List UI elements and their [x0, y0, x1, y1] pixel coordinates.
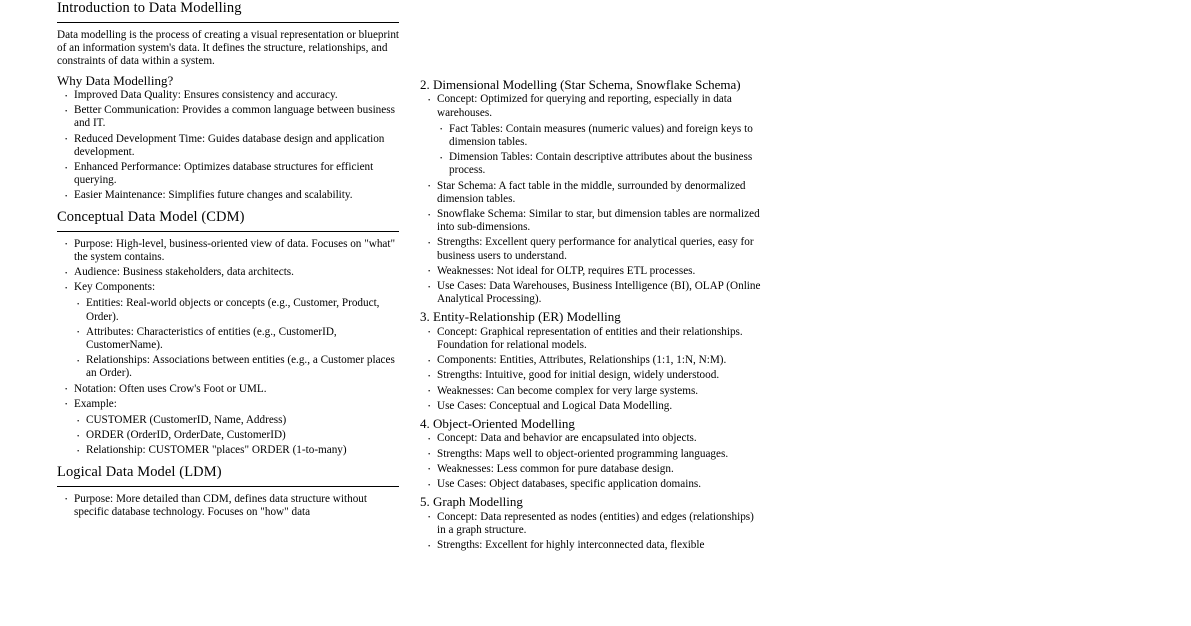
section-introduction [57, 0, 400, 203]
section-graph-modelling [420, 494, 763, 552]
list-item: · Weaknesses: Less common for pure database design. [426, 463, 763, 476]
list-item: · Use Cases: Conceptual and Logical Data Modelling. [426, 400, 763, 413]
section-object-oriented-modelling [420, 416, 763, 491]
er-list [420, 326, 763, 413]
dimensional-sub-list [420, 123, 763, 178]
list-item: · Audience: Business stakeholders, data architects. [63, 266, 400, 279]
list-item: · Fact Tables: Contain measures (numeric values) and foreign keys to dimension tables. [438, 123, 763, 149]
heading-cdm: Conceptual Data Model (CDM) [57, 208, 245, 225]
list-item: · Example: [63, 398, 400, 411]
cdm-list [57, 238, 400, 295]
list-item: · Use Cases: Object databases, specific application domains. [426, 478, 763, 491]
list-item: · Strengths: Excellent for highly interconnected data, flexible [426, 539, 763, 552]
cdm-example-list [57, 414, 400, 458]
list-item: · Strengths: Maps well to object-oriented programming languages. [426, 448, 763, 461]
section-cdm [57, 209, 400, 458]
list-item: · Components: Entities, Attributes, Relationships (1:1, 1:N, N:M). [426, 354, 763, 367]
intro-paragraph: Data modelling is the process of creating a visual representation or blueprint of an information system's data. It defines the structure, relationships, and constraints of data within a system. [57, 29, 400, 68]
list-item: · Relationship: CUSTOMER "places" ORDER (1-to-many) [75, 444, 400, 457]
list-item: · Purpose: More detailed than CDM, defines data structure without specific database technology. Focuses on "how" data [63, 493, 400, 519]
list-item: · Improved Data Quality: Ensures consistency and accuracy. [63, 89, 400, 102]
heading-er-modelling: 3. Entity-Relationship (ER) Modelling [420, 309, 621, 325]
list-item: · Concept: Optimized for querying and reporting, especially in data warehouses. [426, 93, 763, 119]
left-column [57, 0, 400, 626]
list-item: · Attributes: Characteristics of entities (e.g., CustomerID, CustomerName). [75, 326, 400, 352]
right-column [420, 0, 763, 626]
graph-list [420, 511, 763, 553]
list-item: · Purpose: High-level, business-oriented view of data. Focuses on "what" the system contains. [63, 238, 400, 264]
list-item: · Star Schema: A fact table in the middle, surrounded by denormalized dimension tables. [426, 180, 763, 206]
list-item: · Entities: Real-world objects or concepts (e.g., Customer, Product, Order). [75, 297, 400, 323]
list-item: · ORDER (OrderID, OrderDate, CustomerID) [75, 429, 400, 442]
list-item: · Concept: Data and behavior are encapsulated into objects. [426, 432, 763, 445]
cdm-key-components-list [57, 297, 400, 380]
dimensional-list [420, 180, 763, 307]
section-dimensional-modelling [420, 77, 763, 306]
heading-introduction: Introduction to Data Modelling [57, 0, 242, 16]
list-item: · Easier Maintenance: Simplifies future changes and scalability. [63, 189, 400, 202]
section-ldm [57, 464, 400, 519]
list-item: · Weaknesses: Can become complex for very large systems. [426, 385, 763, 398]
heading-rule-ldm [57, 486, 399, 487]
cdm-notation-list [57, 383, 400, 411]
list-item: · Strengths: Excellent query performance for analytical queries, easy for business users to understand. [426, 236, 763, 262]
list-item: · Reduced Development Time: Guides database design and application development. [63, 133, 400, 159]
ldm-list [57, 493, 400, 519]
list-item: · Enhanced Performance: Optimizes database structures for efficient querying. [63, 161, 400, 187]
list-item: · Concept: Data represented as nodes (entities) and edges (relationships) in a graph structure. [426, 511, 763, 537]
list-item: · Better Communication: Provides a common language between business and IT. [63, 104, 400, 130]
object-oriented-list [420, 432, 763, 491]
list-item: · Concept: Graphical representation of entities and their relationships. Foundation for relational models. [426, 326, 763, 352]
benefits-list [57, 89, 400, 203]
dimensional-concept-list [420, 93, 763, 119]
list-item: · Strengths: Intuitive, good for initial design, widely understood. [426, 369, 763, 382]
list-item: · Notation: Often uses Crow's Foot or UML. [63, 383, 400, 396]
heading-rule-cdm [57, 231, 399, 232]
list-item: · Dimension Tables: Contain descriptive attributes about the business process. [438, 151, 763, 177]
heading-graph-modelling: 5. Graph Modelling [420, 494, 523, 510]
heading-rule-introduction [57, 22, 399, 23]
heading-dimensional-modelling: 2. Dimensional Modelling (Star Schema, Snowflake Schema) [420, 77, 741, 92]
list-item: · Relationships: Associations between entities (e.g., a Customer places an Order). [75, 354, 400, 380]
subheading-why-data-modelling: Why Data Modelling? [57, 72, 174, 88]
list-item: · CUSTOMER (CustomerID, Name, Address) [75, 414, 400, 427]
list-item: · Use Cases: Data Warehouses, Business Intelligence (BI), OLAP (Online Analytical Processing). [426, 280, 763, 306]
heading-object-oriented-modelling: 4. Object-Oriented Modelling [420, 416, 575, 432]
list-item: · Snowflake Schema: Similar to star, but dimension tables are normalized into sub-dimensions. [426, 208, 763, 234]
list-item: · Key Components: [63, 281, 400, 294]
list-item: · Weaknesses: Not ideal for OLTP, requires ETL processes. [426, 265, 763, 278]
heading-ldm: Logical Data Model (LDM) [57, 463, 222, 480]
section-er-modelling [420, 309, 763, 413]
